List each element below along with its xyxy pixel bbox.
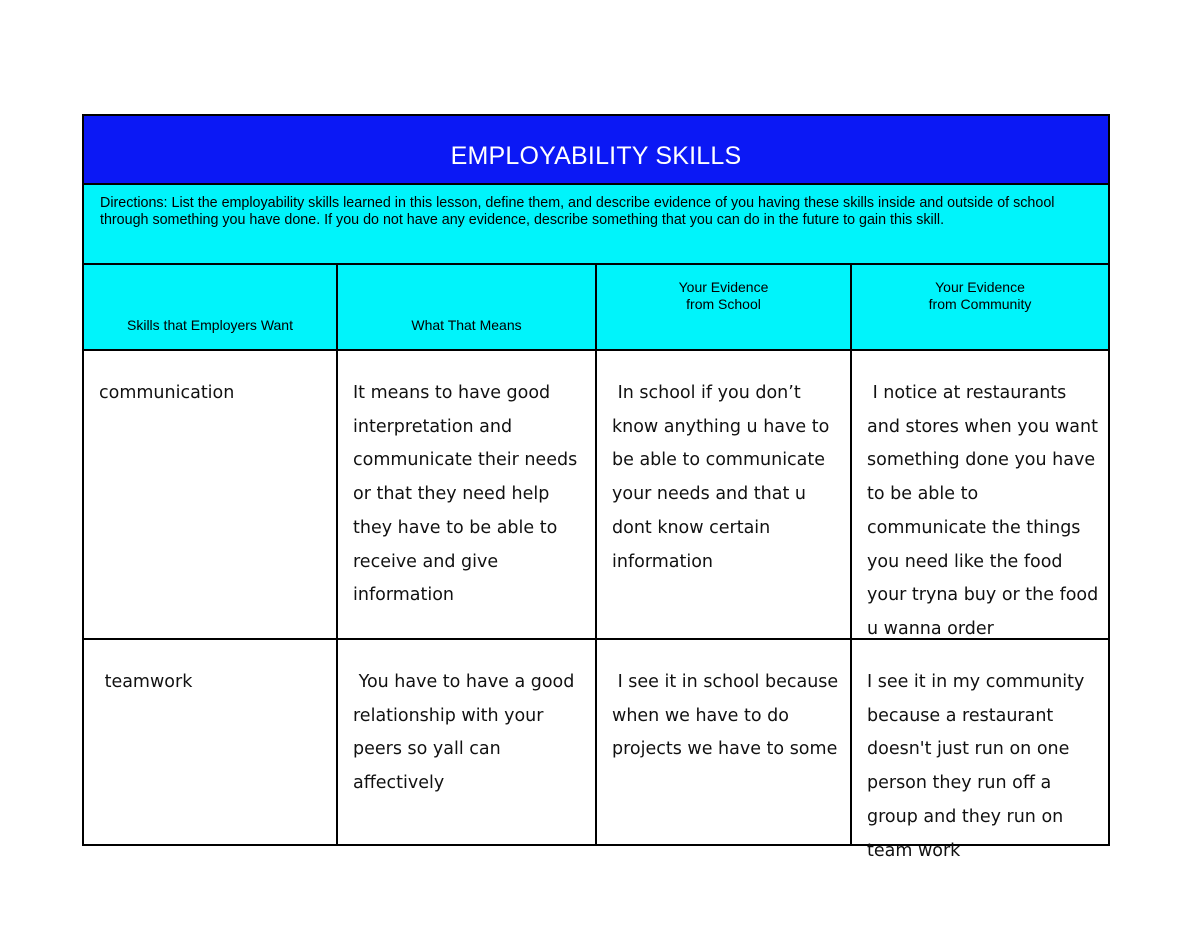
header-school-evidence xyxy=(597,265,852,351)
directions-text: Directions: List the employability skills learned in this lesson, define them, and describe evidence of you having these skills inside and outside of school through something you have done. If you do not have any evidence, describe something that you can do in the future to gain this skill. xyxy=(100,195,1055,228)
header-community-evidence xyxy=(852,265,1108,351)
header-community-evidence-label: Your Evidence from Community xyxy=(928,279,1032,312)
header-school-evidence-label: Your Evidence from School xyxy=(678,279,769,312)
header-skills-label: Skills that Employers Want xyxy=(127,317,293,333)
employability-skills-worksheet xyxy=(82,114,1110,861)
directions-box xyxy=(84,185,1108,265)
skills-table xyxy=(84,265,1108,861)
row-communication-skill[interactable]: communication xyxy=(84,351,338,640)
worksheet-title: EMPLOYABILITY SKILLS xyxy=(450,142,742,170)
header-meaning-label: What That Means xyxy=(411,317,522,333)
row-communication-meaning[interactable]: It means to have good interpretation and communicate their needs or that they need help they have to be able to receive and give information xyxy=(338,351,597,640)
row-teamwork-community[interactable]: I see it in my community because a restaurant doesn't just run on one person they run off a group and they run on team work xyxy=(867,672,1090,861)
row-teamwork-meaning[interactable]: You have to have a good relationship with your peers so yall can affectively xyxy=(338,640,597,844)
header-meaning xyxy=(338,265,597,351)
row-communication-school[interactable]: In school if you don’t know anything u have to be able to communicate your needs and that u dont know certain information xyxy=(597,351,852,640)
row-teamwork-school[interactable]: I see it in school because when we have to do projects we have to some xyxy=(597,640,852,844)
title-banner xyxy=(84,116,1108,185)
row-teamwork-skill[interactable]: teamwork xyxy=(84,640,338,844)
row-communication-community[interactable]: I notice at restaurants and stores when you want something done you have to be able to communicate the things you need like the food your tryna buy or the food u wanna order xyxy=(852,351,1108,640)
header-skills xyxy=(84,265,338,351)
